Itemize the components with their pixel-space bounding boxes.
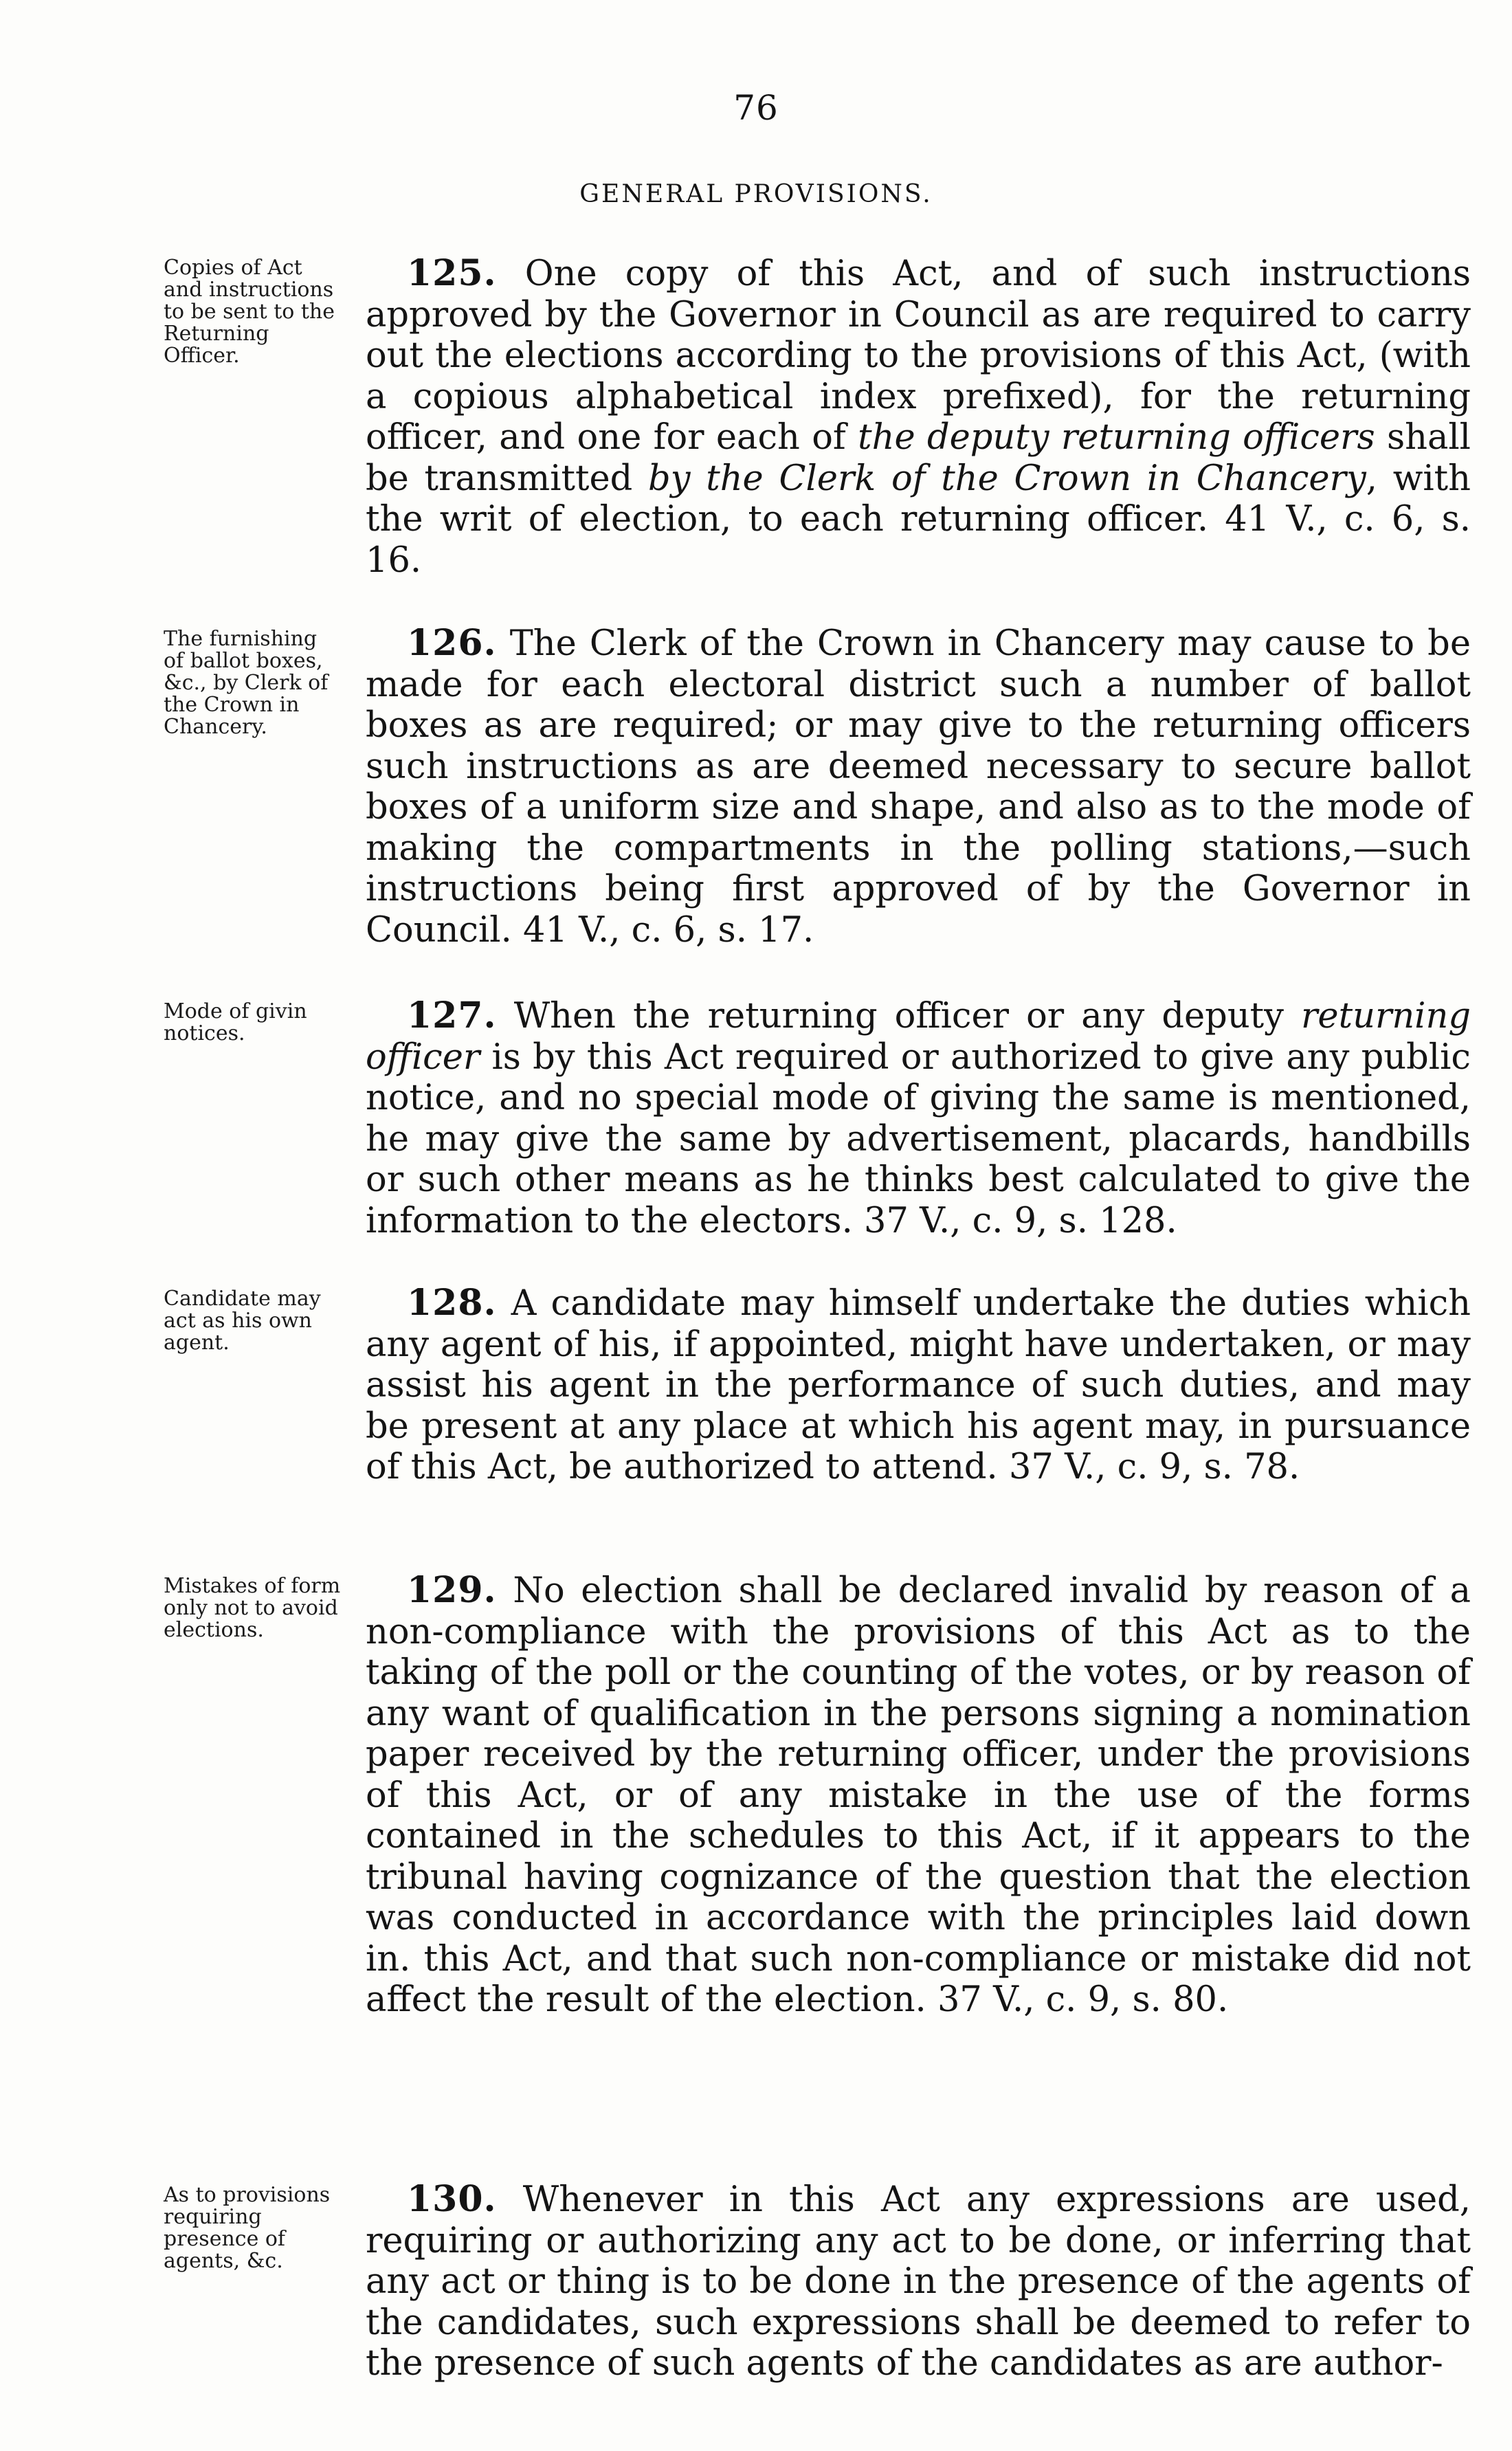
section-number: 129 . xyxy=(407,1569,497,1611)
section-body xyxy=(366,2179,1471,2384)
section-text: When the returning officer or any deputy xyxy=(513,996,1302,1036)
section-text: Whenever in this Act any expressions are used, requiring or authorizing any act to be done, or inferring that any act or thing is to be done in the presence of the agents of the candidates, such expressions shall be deemed to refer to the presence of such agents of the candidates as are author- xyxy=(366,2180,1471,2384)
margin-note: As to provisions requiring presence of agents, &c. xyxy=(164,2183,331,2273)
section-number: 125 . xyxy=(407,252,497,294)
margin-note: Mistakes of form only not to avoid elections. xyxy=(164,1574,341,1642)
section-text: One copy of this Act, and of such instructions approved by the Governor in Council as are required to carry out the elections according to the provisions of this Act, (with a copious alphabetical index prefixed), for the returning officer, and one for each of xyxy=(366,254,1471,458)
section-number: 127 . xyxy=(407,995,497,1036)
section-text: A candidate may himself undertake the duties which any agent of his, if appointed, might have undertaken, or may assist his agent in the performance of such duties, and may be present at any place at which his agent may, in pursuance of this Act, be authorized to attend. 37 V., c. 9, s. 78. xyxy=(366,1283,1471,1487)
margin-note: The furnishing of ballot boxes, &c., by Clerk of the Crown in Chancery. xyxy=(164,627,329,739)
section-body xyxy=(366,1283,1471,1488)
page-number: 76 xyxy=(733,88,779,128)
section-text: shall be transmitted xyxy=(366,417,1471,499)
section-body xyxy=(366,253,1471,581)
section-text: , with the writ of election, to each returning officer. 41 V., c. 6, s. 16. xyxy=(366,458,1471,581)
section-italic-text: returning officer xyxy=(366,996,1471,1078)
section-italic-text: the deputy returning officers xyxy=(858,417,1375,458)
section-number: 130 . xyxy=(407,2178,497,2220)
section-body xyxy=(366,1570,1471,2021)
section-text: The Clerk of the Crown in Chancery may cause to be made for each electoral district such a number of ballot boxes as are required; or may give to the returning officers such instructions as are deemed necessary to secure ballot boxes of a uniform size and shape, and also as to the mode of making the compartments in the polling stations,—such instructions being first approved of by the Governor in Council. 41 V., c. 6, s. 17. xyxy=(366,623,1471,951)
margin-note: Copies of Act and instructions to be sent to the Returning Officer. xyxy=(164,256,335,368)
section-body xyxy=(366,995,1471,1241)
running-head: GENERAL PROVISIONS. xyxy=(579,180,933,208)
section-body xyxy=(366,623,1471,951)
section-text: is by this Act required or authorized to give any public notice, and no special mode of giving the same is mentioned, he may give the same by advertisement, placards, handbills or such other means as he thinks best calculated to give the information to the electors. 37 V., c. 9, s. 128. xyxy=(366,1036,1471,1241)
margin-note: Mode of givin notices. xyxy=(164,999,307,1045)
section-number: 126 . xyxy=(407,622,497,664)
margin-note: Candidate may act as his own agent. xyxy=(164,1287,321,1355)
section-number: 128 . xyxy=(407,1282,497,1324)
section-text: No election shall be declared invalid by reason of a non-compliance with the provisions of this Act as to the taking of the poll or the counting of the votes, or by reason of any want of qualification in the persons signing a nomination paper received by the returning officer, under the provisions of this Act, or of any mistake in the use of the forms contained in the schedules to this Act, if it appears to the tribunal having cognizance of the question that the election was conducted in accordance with the principles laid down in. this Act, and that such non-compliance or mistake did not affect the result of the election. 37 V., c. 9, s. 80. xyxy=(366,1571,1471,2020)
section-italic-text: by the Clerk of the Crown in Chancery xyxy=(648,458,1366,499)
